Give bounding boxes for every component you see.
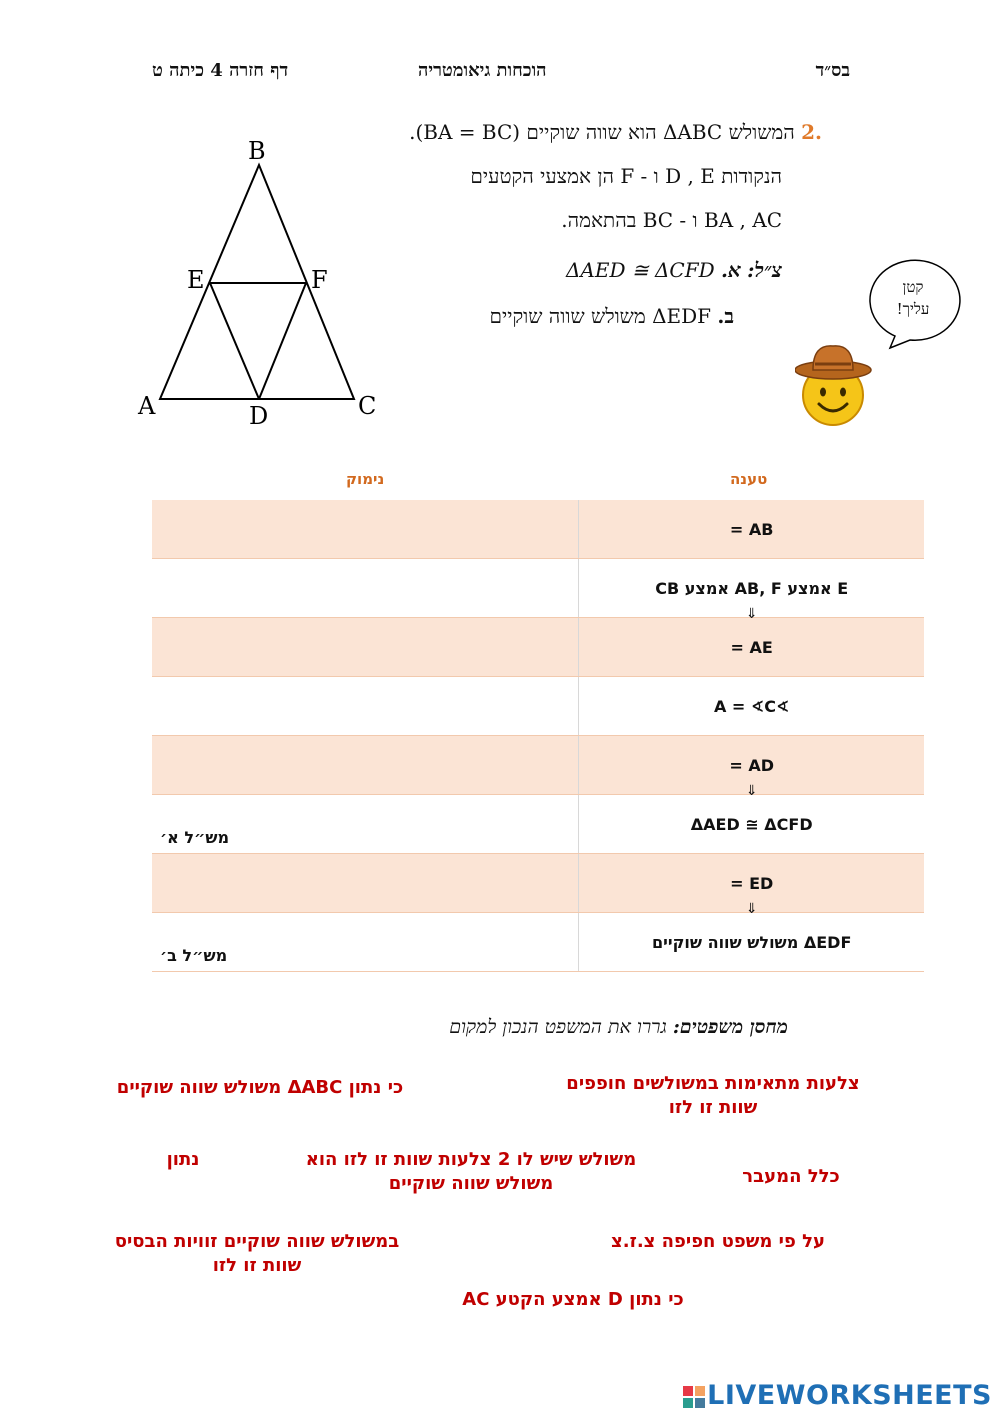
claim-cell xyxy=(579,677,924,736)
chip-corresponding-sides-line2: שוות זו לזו xyxy=(668,1097,758,1118)
question-number: .2 xyxy=(801,120,822,144)
warehouse-heading xyxy=(449,1016,788,1039)
prove-line xyxy=(566,258,782,283)
claim-cell xyxy=(579,500,924,559)
reason-cell[interactable] xyxy=(152,618,579,677)
reason-cell[interactable] xyxy=(152,736,579,795)
claim-cell xyxy=(579,901,924,972)
chip-base-angles-line1: במשולש שווה שוקיים זוויות הבסיס xyxy=(114,1231,400,1252)
reason-cell[interactable] xyxy=(152,854,579,913)
reason-cell[interactable] xyxy=(152,795,579,854)
claim-text: AD = xyxy=(729,755,775,775)
chip-given-abc-isosceles[interactable] xyxy=(100,1076,420,1100)
table-row xyxy=(152,618,924,677)
label-c: C xyxy=(358,392,377,420)
implies-arrow-icon: ⇓ xyxy=(745,901,758,917)
question-line1 xyxy=(409,120,822,145)
segment-fd xyxy=(259,283,306,399)
label-a: A xyxy=(138,392,156,420)
part-b-label: ב. xyxy=(717,304,734,328)
reason-text: מש״ל א׳ xyxy=(160,828,230,847)
label-b: B xyxy=(248,137,266,165)
question-line3: BA , AC ו - BC בהתאמה. xyxy=(561,208,782,232)
liveworksheets-logo-icon xyxy=(683,1386,705,1408)
claim-cell xyxy=(579,783,924,854)
table-row xyxy=(152,677,924,736)
chip-base-angles[interactable] xyxy=(92,1230,422,1278)
implies-arrow-icon: ⇓ xyxy=(745,606,758,622)
header-left: דף חזרה 4 כיתה ט xyxy=(152,60,289,81)
claim-text: AB = xyxy=(729,519,774,539)
claim-text: ΔAED ≅ ΔCFD xyxy=(690,814,813,834)
table-row xyxy=(152,795,924,854)
part-a-label: א. xyxy=(721,258,741,282)
chip-d-midpoint-ac[interactable] xyxy=(448,1288,698,1312)
chip-sas-congruence[interactable] xyxy=(598,1230,838,1254)
proof-table xyxy=(152,500,924,972)
claim-text: E אמצע AB, F אמצע CB xyxy=(655,578,849,598)
table-row xyxy=(152,913,924,972)
liveworksheets-logo-text: LIVEWORKSHEETS xyxy=(707,1380,992,1411)
claim-text: ∢A = ∢C xyxy=(713,696,790,716)
reason-text: מש״ל ב׳ xyxy=(160,946,228,965)
implies-arrow-icon: ⇓ xyxy=(745,783,758,799)
claim-text: ΔEDF משולש שווה שוקיים xyxy=(652,932,852,952)
segment-ed xyxy=(210,283,259,399)
prove-label: צ״ל: xyxy=(747,258,782,282)
part-b-line xyxy=(489,304,734,329)
chip-given-text: נתון xyxy=(166,1149,200,1170)
chip-transitivity[interactable] xyxy=(736,1165,846,1189)
label-e: E xyxy=(187,266,205,294)
reason-cell[interactable] xyxy=(152,913,579,972)
reason-cell[interactable] xyxy=(152,559,579,618)
warehouse-instruction: גררו את המשפט הנכון למקום xyxy=(449,1016,667,1038)
chip-two-equal-sides-line1: משולש שיש לו 2 צלעות שוות זו לזו הוא xyxy=(305,1149,637,1170)
warehouse-title: מחסן משפטים: xyxy=(672,1016,788,1038)
claim-column-header: טענה xyxy=(730,470,768,488)
chip-two-equal-sides[interactable] xyxy=(296,1148,646,1196)
reason-column-header: נימוק xyxy=(346,470,385,488)
header-right: בס״ד xyxy=(815,60,850,81)
chip-base-angles-line2: שוות זו לזו xyxy=(212,1255,302,1276)
question-line1-text: המשולש ΔABC הוא שווה שוקיים (BA = BC). xyxy=(409,120,795,144)
chip-sas-congruence-text: על פי משפט חפיפה צ.ז.צ xyxy=(611,1231,825,1252)
speech-line2: עליך! xyxy=(896,300,930,318)
chip-given-abc-isosceles-text: כי נתון ΔABC משולש שווה שוקיים xyxy=(116,1077,404,1098)
header-center: הוכחות גיאומטריה xyxy=(418,60,547,81)
table-row xyxy=(152,500,924,559)
claim-text: ED = xyxy=(730,873,774,893)
cowboy-face-icon xyxy=(795,340,885,430)
chip-corresponding-sides[interactable] xyxy=(548,1072,878,1120)
chip-transitivity-text: כלל המעבר xyxy=(742,1166,840,1187)
chip-two-equal-sides-line2: משולש שווה שוקיים xyxy=(388,1173,554,1194)
claim-text: AE = xyxy=(730,637,773,657)
speech-line1: קטן xyxy=(902,278,924,296)
reason-cell[interactable] xyxy=(152,500,579,559)
question-line2: הנקודות D , E ו - F הן אמצעי הקטעים xyxy=(470,164,782,188)
chip-d-midpoint-ac-text: כי נתון D אמצע הקטע AC xyxy=(462,1289,684,1310)
triangle-figure xyxy=(130,130,390,440)
liveworksheets-logo xyxy=(683,1380,992,1411)
claim-cell xyxy=(579,606,924,677)
label-d: D xyxy=(249,402,269,430)
speech-bubble-text xyxy=(878,276,948,320)
part-a-text: ΔAED ≅ ΔCFD xyxy=(565,258,715,282)
label-f: F xyxy=(311,266,328,294)
chip-given[interactable] xyxy=(158,1148,208,1172)
chip-corresponding-sides-line1: צלעות מתאימות במשולשים חופפים xyxy=(566,1073,860,1094)
reason-cell[interactable] xyxy=(152,677,579,736)
part-b-text: ΔEDF משולש שווה שוקיים xyxy=(489,304,712,328)
